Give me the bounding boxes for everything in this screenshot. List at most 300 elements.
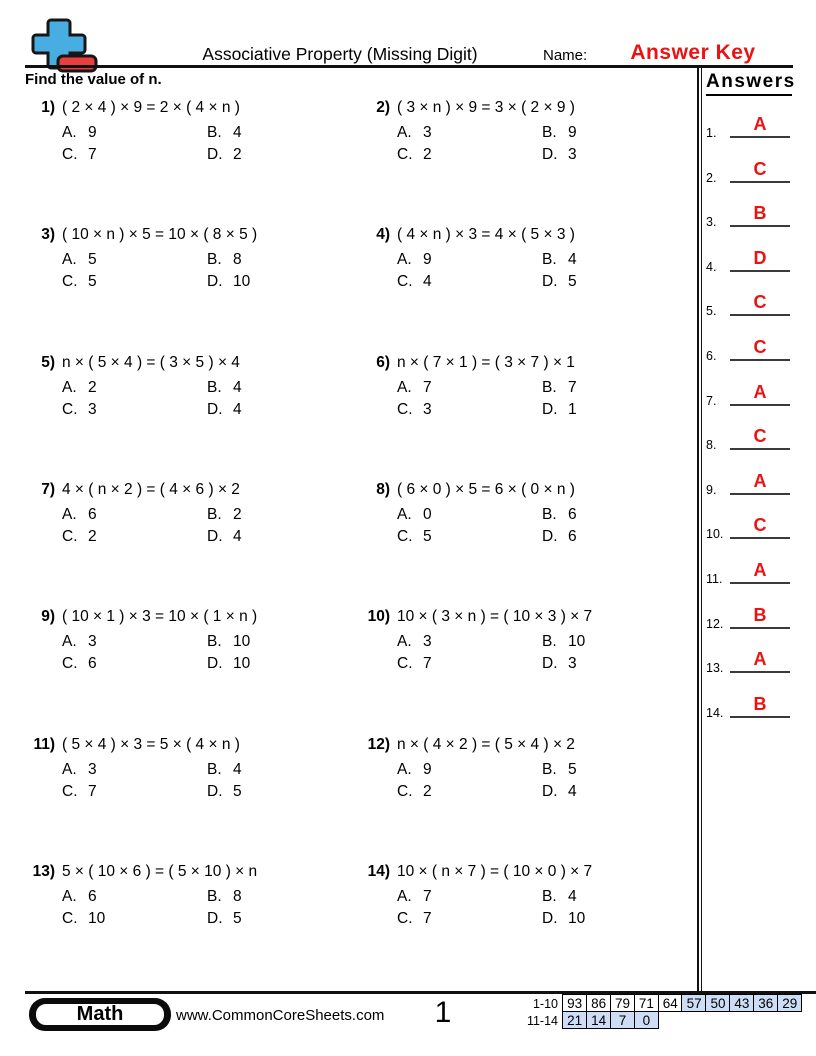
answer-letter: C: [730, 292, 790, 316]
problems-grid: [25, 0, 695, 990]
choice-value: 7: [88, 782, 97, 800]
choice-value: 4: [233, 378, 242, 396]
answer-item: [706, 558, 792, 584]
choice-value: 9: [568, 124, 577, 141]
choice: [207, 122, 352, 144]
answer-number: 4.: [706, 259, 717, 274]
choice-label: B.: [542, 124, 557, 141]
problem: [360, 861, 692, 930]
answer-item: [706, 692, 792, 718]
choice-label: C.: [62, 655, 78, 673]
choice-label: B.: [542, 760, 557, 778]
choice-value: 10: [568, 909, 586, 927]
answer-key-text: Answer Key: [630, 41, 756, 64]
choice-value: 3: [423, 124, 432, 141]
choice: [207, 399, 352, 421]
page-title: Associative Property (Missing Digit): [202, 44, 478, 64]
choice: [207, 377, 352, 399]
answer-number: 2.: [706, 170, 717, 185]
choice-value: 5: [88, 251, 97, 269]
choice-label: D.: [542, 655, 558, 673]
choice: [397, 631, 542, 653]
problem-number: 6): [376, 353, 390, 371]
choice-value: 3: [568, 655, 577, 673]
choice-value: 2: [233, 505, 242, 523]
choice-value: 4: [233, 124, 242, 141]
problem-number: 9): [41, 608, 55, 626]
problem-head: [360, 479, 692, 501]
choices: [397, 377, 692, 421]
problem-equation: ( 10 × n ) × 5 = 10 × ( 8 × 5 ): [62, 226, 258, 244]
choice-label: B.: [542, 378, 557, 396]
choice-value: 3: [88, 760, 97, 778]
choices: [397, 504, 692, 548]
score-cell: 29: [777, 994, 802, 1012]
choice-value: 9: [423, 251, 432, 269]
answer-letter: A: [730, 560, 790, 584]
choices: [62, 377, 357, 421]
answer-number: 9.: [706, 482, 717, 497]
problem-head: [25, 734, 357, 756]
problem-head: [360, 97, 692, 119]
choice: [397, 122, 542, 144]
choice: [397, 759, 542, 781]
choice-value: 0: [423, 505, 432, 523]
choice: [542, 249, 687, 271]
choice: [397, 377, 542, 399]
choice-label: D.: [207, 909, 223, 927]
choice-value: 9: [423, 760, 432, 778]
choice-label: B.: [207, 378, 222, 396]
subject-badge-inner: [34, 1002, 166, 1027]
score-cell: 14: [586, 1011, 611, 1029]
problem-number: 7): [41, 480, 55, 498]
problem-number: 13): [32, 862, 55, 880]
choice-label: B.: [542, 633, 557, 651]
score-cell: 36: [753, 994, 778, 1012]
problem: [25, 479, 357, 548]
choices: [397, 249, 692, 293]
answer-number: 14.: [706, 705, 724, 720]
choice: [397, 526, 542, 548]
choice: [542, 504, 687, 526]
choice: [62, 781, 207, 803]
choice-label: C.: [397, 146, 413, 163]
answer-letter: C: [730, 515, 790, 539]
score-cell: 21: [562, 1011, 587, 1029]
choice-label: C.: [397, 909, 413, 927]
score-row1-label: 1-10: [532, 997, 558, 1011]
choice-label: A.: [62, 633, 77, 651]
answer-number: 8.: [706, 438, 717, 453]
problem-number: 4): [376, 226, 390, 244]
choice-label: A.: [62, 760, 77, 778]
problem: [25, 352, 357, 421]
answer-letter: C: [730, 159, 790, 183]
answer-item: [706, 424, 792, 453]
problem: [360, 224, 692, 293]
choice: [62, 271, 207, 293]
choice-label: D.: [207, 782, 223, 800]
choice: [62, 631, 207, 653]
choice: [62, 399, 207, 421]
problem-number: 12): [367, 735, 390, 753]
choice-label: A.: [62, 251, 77, 269]
problem-equation: ( 2 × 4 ) × 9 = 2 × ( 4 × n ): [62, 99, 240, 116]
choice-label: B.: [542, 887, 557, 905]
problem: [360, 734, 692, 803]
answer-item: [706, 201, 792, 230]
choice-label: D.: [207, 146, 223, 163]
choices: [62, 631, 357, 675]
choice: [542, 908, 687, 930]
problem-number: 5): [41, 353, 55, 371]
choices: [62, 759, 357, 803]
answer-letter: B: [730, 694, 790, 718]
score-cell: 79: [610, 994, 635, 1012]
answer-item: [706, 380, 792, 406]
choice: [207, 249, 352, 271]
choice-value: 6: [88, 655, 97, 673]
answer-number: 12.: [706, 616, 724, 631]
choice-value: 10: [233, 273, 251, 291]
choice-value: 2: [88, 378, 97, 396]
choice-value: 4: [568, 251, 577, 269]
problem-equation: n × ( 4 × 2 ) = ( 5 × 4 ) × 2: [397, 735, 575, 753]
choice-label: B.: [542, 251, 557, 269]
choice-label: C.: [397, 400, 413, 418]
problem-head: [25, 861, 357, 883]
choice: [207, 886, 352, 908]
choice-label: C.: [397, 273, 413, 291]
choice-value: 5: [233, 909, 242, 927]
choice-label: D.: [207, 655, 223, 673]
choice: [542, 759, 687, 781]
answer-letter: B: [730, 605, 790, 629]
answer-letter: C: [730, 426, 790, 450]
answer-letter: C: [730, 337, 790, 361]
choice-value: 3: [88, 400, 97, 418]
choices: [397, 886, 692, 930]
choice: [542, 271, 687, 293]
choice-label: C.: [397, 782, 413, 800]
choice-value: 7: [568, 378, 577, 396]
choice-value: 7: [423, 909, 432, 927]
choices: [397, 631, 692, 675]
choice-label: C.: [62, 273, 78, 291]
choice-label: D.: [207, 527, 223, 545]
choice-label: B.: [207, 760, 222, 778]
choices: [62, 122, 357, 166]
choice-label: A.: [62, 124, 77, 141]
choice-label: D.: [207, 400, 223, 418]
problem: [25, 224, 357, 293]
choice: [62, 886, 207, 908]
answer-item: [706, 513, 792, 542]
choice-label: A.: [62, 887, 77, 905]
choice-label: A.: [397, 251, 412, 269]
choice: [397, 781, 542, 803]
answers-panel-divider: [697, 67, 702, 991]
answer-item: [706, 647, 792, 676]
choice-value: 6: [88, 505, 97, 523]
choice: [207, 271, 352, 293]
subject-badge-label: Math: [76, 1003, 124, 1025]
choice-label: A.: [62, 505, 77, 523]
choice-label: A.: [397, 378, 412, 396]
choice-value: 2: [233, 146, 242, 163]
choice: [542, 653, 687, 675]
choice: [207, 908, 352, 930]
problem-head: [25, 224, 357, 246]
choices: [397, 759, 692, 803]
score-cell: 64: [658, 994, 683, 1012]
choice-value: 2: [423, 146, 432, 163]
problem-equation: 10 × ( n × 7 ) = ( 10 × 0 ) × 7: [397, 862, 593, 880]
answer-letter: D: [730, 248, 790, 272]
choice-value: 3: [568, 146, 577, 163]
problem-head: [360, 352, 692, 374]
problem: [25, 734, 357, 803]
problem-head: [360, 606, 692, 628]
choice-label: D.: [542, 782, 558, 800]
choice-label: D.: [542, 400, 558, 418]
choice: [62, 122, 207, 144]
choice: [542, 781, 687, 803]
choice: [397, 908, 542, 930]
choices: [397, 122, 692, 166]
page-number: 1: [434, 996, 452, 1029]
choice: [542, 377, 687, 399]
choice-label: C.: [62, 400, 78, 418]
choice-value: 10: [233, 655, 251, 673]
choice-value: 4: [568, 782, 577, 800]
choice-value: 4: [233, 400, 242, 418]
problem: [25, 606, 357, 675]
choice-value: 3: [423, 633, 432, 651]
choice-value: 5: [233, 782, 242, 800]
problem: [360, 606, 692, 675]
choice: [62, 908, 207, 930]
website-url: www.CommonCoreSheets.com: [176, 1007, 385, 1024]
choice-label: B.: [207, 633, 222, 651]
answer-item: [706, 157, 792, 183]
choice: [397, 886, 542, 908]
score-cell: 86: [586, 994, 611, 1012]
choice: [542, 144, 687, 166]
choice-label: C.: [62, 146, 78, 163]
choice-value: 3: [88, 633, 97, 651]
problem: [360, 479, 692, 548]
problem-head: [25, 479, 357, 501]
answer-number: 10.: [706, 527, 724, 542]
choice: [397, 271, 542, 293]
answer-number: 7.: [706, 393, 717, 408]
choice-value: 10: [88, 909, 106, 927]
choice-label: D.: [542, 273, 558, 291]
problem-number: 2): [376, 99, 390, 116]
choice-value: 2: [88, 527, 97, 545]
answer-item: [706, 112, 792, 138]
choices: [62, 886, 357, 930]
score-row2-label: 11-14: [526, 1014, 558, 1028]
answer-item: [706, 469, 792, 495]
choice: [542, 399, 687, 421]
choice: [397, 653, 542, 675]
problem-equation: ( 6 × 0 ) × 5 = 6 × ( 0 × n ): [397, 480, 575, 498]
choice-label: C.: [397, 527, 413, 545]
score-cell: 50: [705, 994, 730, 1012]
problem-number: 3): [41, 226, 55, 244]
choice: [62, 504, 207, 526]
choice-label: D.: [542, 146, 558, 163]
choice: [207, 144, 352, 166]
problem-head: [360, 224, 692, 246]
choice: [542, 526, 687, 548]
choice-label: A.: [62, 378, 77, 396]
answer-number: 6.: [706, 349, 717, 363]
choice-label: C.: [62, 782, 78, 800]
choice: [397, 504, 542, 526]
choice-label: B.: [542, 505, 557, 523]
choice: [397, 399, 542, 421]
subject-badge: [29, 998, 171, 1031]
choice-value: 5: [88, 273, 97, 291]
choice: [207, 781, 352, 803]
instruction-text: Find the value of n.: [25, 71, 162, 88]
choices: [62, 249, 357, 293]
problem-equation: ( 3 × n ) × 9 = 3 × ( 2 × 9 ): [397, 99, 575, 116]
choice-value: 5: [423, 527, 432, 545]
score-row-2: [562, 1011, 659, 1029]
problem-equation: ( 5 × 4 ) × 3 = 5 × ( 4 × n ): [62, 735, 240, 753]
choice-value: 6: [88, 887, 97, 905]
answer-letter: A: [730, 114, 790, 138]
choice-label: A.: [397, 887, 412, 905]
answer-number: 1.: [706, 126, 717, 140]
score-cell: 71: [634, 994, 659, 1012]
problem-equation: 10 × ( 3 × n ) = ( 10 × 3 ) × 7: [397, 608, 593, 626]
choice-label: B.: [207, 505, 222, 523]
answer-letter: A: [730, 649, 790, 673]
problem-head: [25, 606, 357, 628]
score-cell: 7: [610, 1011, 635, 1029]
problem: [25, 97, 357, 166]
answer-item: [706, 246, 792, 272]
problem-head: [360, 734, 692, 756]
problem-equation: ( 4 × n ) × 3 = 4 × ( 5 × 3 ): [397, 226, 575, 244]
choice: [62, 144, 207, 166]
choice-label: A.: [397, 124, 412, 141]
problem: [25, 861, 357, 930]
choice-value: 5: [568, 760, 577, 778]
choice-value: 3: [423, 400, 432, 418]
answer-letter: A: [730, 382, 790, 406]
choice-label: D.: [542, 527, 558, 545]
choice-value: 1: [568, 400, 577, 418]
problem-number: 14): [367, 862, 390, 880]
choice-label: A.: [397, 505, 412, 523]
problem-number: 10): [367, 608, 390, 626]
problem-head: [25, 97, 357, 119]
choice-value: 6: [568, 527, 577, 545]
choice-value: 7: [423, 655, 432, 673]
answer-letter: B: [730, 203, 790, 227]
problem-number: 11): [33, 735, 55, 753]
choice-label: A.: [397, 633, 412, 651]
choice: [542, 122, 687, 144]
answer-letter: A: [730, 471, 790, 495]
choice-label: B.: [207, 124, 222, 141]
answer-item: [706, 603, 792, 629]
choice: [207, 759, 352, 781]
choice-label: B.: [207, 251, 222, 269]
choice-value: 7: [88, 146, 97, 163]
choice-value: 4: [568, 887, 577, 905]
choice-value: 10: [233, 633, 251, 651]
problem: [360, 97, 692, 166]
problem-equation: ( 10 × 1 ) × 3 = 10 × ( 1 × n ): [62, 608, 258, 626]
score-cell: 0: [634, 1011, 659, 1029]
answers-title: Answers: [706, 71, 792, 96]
problem-head: [360, 861, 692, 883]
answer-number: 11.: [706, 572, 723, 586]
name-label: Name:: [543, 47, 588, 64]
score-cell: 93: [562, 994, 587, 1012]
choice-label: B.: [207, 887, 222, 905]
answer-item: [706, 290, 792, 319]
choice-value: 6: [568, 505, 577, 523]
choice: [542, 886, 687, 908]
choice-label: C.: [62, 527, 78, 545]
problem-equation: n × ( 7 × 1 ) = ( 3 × 7 ) × 1: [397, 353, 575, 371]
answer-number: 5.: [706, 304, 717, 319]
choice: [397, 249, 542, 271]
choice-label: C.: [397, 655, 413, 673]
choice-value: 4: [423, 273, 432, 291]
choice: [62, 526, 207, 548]
choice-value: 8: [233, 251, 242, 269]
choice-value: 7: [423, 378, 432, 396]
answer-number: 3.: [706, 215, 717, 230]
choice: [207, 653, 352, 675]
answer-item: [706, 335, 792, 361]
choice-value: 5: [568, 273, 577, 291]
choice-value: 10: [568, 633, 586, 651]
score-cell: 57: [681, 994, 706, 1012]
choice-value: 4: [233, 527, 242, 545]
choice-label: D.: [207, 273, 223, 291]
problem-equation: 5 × ( 10 × 6 ) = ( 5 × 10 ) × n: [62, 862, 258, 880]
choice: [207, 526, 352, 548]
problem-number: 8): [376, 480, 390, 498]
problem-head: [25, 352, 357, 374]
choice-label: A.: [397, 760, 412, 778]
choice-value: 2: [423, 782, 432, 800]
choice-label: C.: [62, 909, 78, 927]
score-cell: 43: [729, 994, 754, 1012]
choice: [62, 759, 207, 781]
problem: [360, 352, 692, 421]
choice-label: D.: [542, 909, 558, 927]
choice-value: 7: [423, 887, 432, 905]
choice-value: 9: [88, 124, 97, 141]
score-row-1: [562, 994, 802, 1012]
choice-value: 8: [233, 887, 242, 905]
choice-value: 4: [233, 760, 242, 778]
choice: [62, 377, 207, 399]
choice: [207, 631, 352, 653]
